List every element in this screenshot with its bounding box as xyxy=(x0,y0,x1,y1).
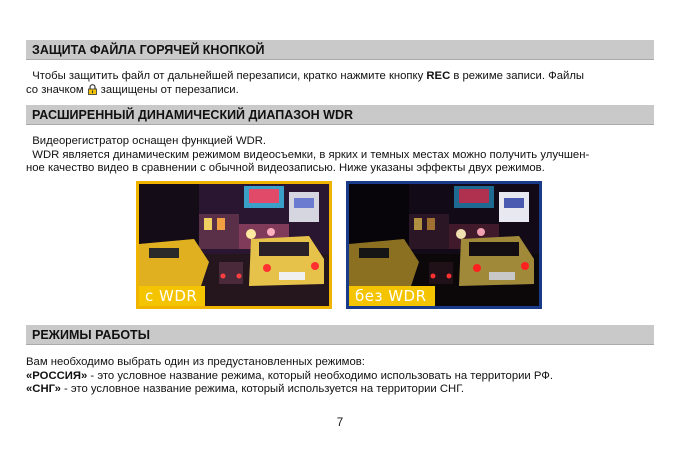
lock-icon xyxy=(88,84,97,95)
section-header-operating-modes xyxy=(26,325,654,345)
paragraph-line: Видеорегистратор оснащен функцией WDR. xyxy=(26,135,267,147)
mode-description: - это условное название режима, который используется на территории СНГ. xyxy=(60,383,465,395)
paragraph-line: ное качество видео в сравнении с обычной видеозаписью. Ниже указаны эффекты двух режимов. xyxy=(26,162,545,174)
section-header-wdr xyxy=(26,105,654,125)
text-fragment: в режиме записи. Файлы xyxy=(450,70,585,82)
photo-with-wdr xyxy=(136,181,332,309)
section-title: РЕЖИМЫ РАБОТЫ xyxy=(32,328,150,342)
text-fragment: со значком xyxy=(26,83,84,96)
text-fragment: Чтобы защитить файл от дальнейшей перезаписи, кратко нажмите кнопку xyxy=(26,70,427,82)
page-number: 7 xyxy=(336,417,344,429)
mode-item-russia xyxy=(26,370,656,384)
photo-caption-without-wdr: без WDR xyxy=(349,286,435,306)
paragraph-line: Вам необходимо выбрать один из предустановленных режимов: xyxy=(26,356,365,368)
photo-caption-with-wdr: с WDR xyxy=(139,286,205,306)
text-fragment: защищены от перезаписи. xyxy=(100,83,239,96)
mode-name: «СНГ» xyxy=(26,383,61,395)
paragraph-line: WDR является динамическим режимом видеосъемки, в ярких и темных местах можно получить улучшен- xyxy=(26,148,590,161)
paragraph-line xyxy=(26,70,656,84)
mode-item-cis xyxy=(26,383,656,397)
modes-paragraph xyxy=(26,356,656,397)
paragraph-line xyxy=(26,84,656,98)
mode-description: - это условное название режима, который необходимо использовать на территории РФ. xyxy=(87,369,554,382)
rec-key-label: REC xyxy=(426,70,451,82)
section-title: РАСШИРЕННЫЙ ДИНАМИЧЕСКИЙ ДИАПАЗОН WDR xyxy=(32,108,354,122)
protection-paragraph xyxy=(26,70,656,97)
wdr-paragraph xyxy=(26,135,656,176)
section-header-hotkey-protection xyxy=(26,40,654,60)
section-title: ЗАЩИТА ФАЙЛА ГОРЯЧЕЙ КНОПКОЙ xyxy=(32,43,265,57)
photo-without-wdr xyxy=(346,181,542,309)
mode-name: «РОССИЯ» xyxy=(26,369,88,382)
